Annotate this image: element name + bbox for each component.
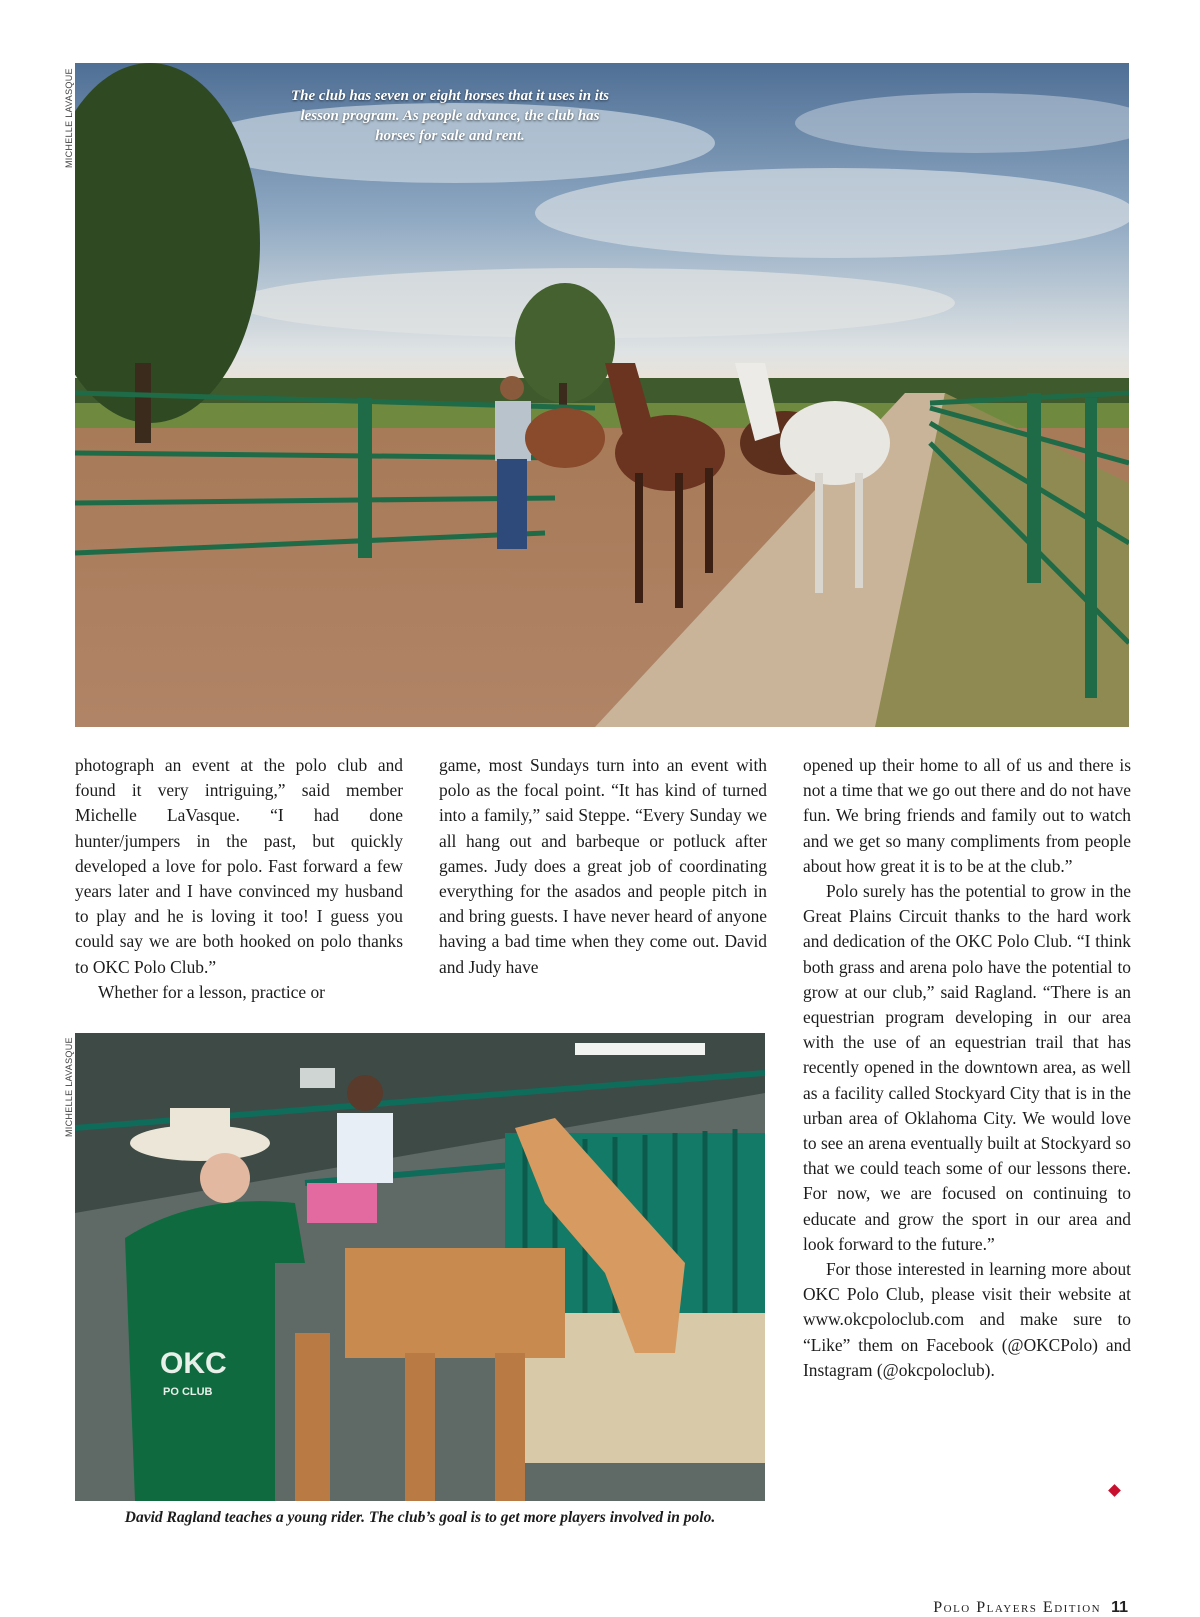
article-paragraph: game, most Sundays turn into an event with polo as the focal point. “It has kind of turned into a family,” said Steppe. “Every Sunday we all hang out and barbeque or potluck after games. Judy does a great job of coordinating everything for the asados and people pitch in and bring guests. I have never heard of anyone having a bad time when they come out. David and Judy have [439, 755, 767, 977]
top-photo-horses [75, 63, 1129, 727]
article-paragraph: Whether for a lesson, practice or [98, 981, 325, 1002]
article-column-1 [75, 753, 403, 1005]
page-footer [933, 1599, 1128, 1617]
article-paragraph: opened up their home to all of us and there is not a time that we go out there and do not have fun. We bring friends and family out to watch and we get so many compliments from people about how great it is to be at the club.” [803, 755, 1131, 876]
horses-scene-image [75, 63, 1129, 727]
photo-credit-top: MICHELLE LAVASQUE [64, 68, 74, 168]
article-paragraph: photograph an event at the polo club and found it very intriguing,” said member Michelle LaVasque. “I had done hunter/jumpers in the past, but quickly developed a love for polo. Fast forward a few years later and I have convinced my husband to play and he is loving it too! I guess you could say we are both hooked on polo thanks to OKC Polo Club.” [75, 755, 403, 977]
article-paragraph: For those interested in learning more about OKC Polo Club, please visit their website at www.okcpoloclub.com and make sure to “Like” them on Facebook (@OKCPolo) and Instagram (@okcpoloclub). [803, 1259, 1131, 1380]
page-number: 11 [1111, 1599, 1128, 1616]
photo-credit-bottom: MICHELLE LAVASQUE [64, 1037, 74, 1137]
article-column-2 [439, 753, 767, 980]
article-paragraph: Polo surely has the potential to grow in the Great Plains Circuit thanks to the hard work and dedication of the OKC Polo Club. “I think both grass and arena polo have the potential to grow at our club,” said Ragland. “There is an equestrian program developing in our area with the use of an equestrian trail that has recently opened in the downtown area, as well as a facility called Stockyard City that is in the urban area of Oklahoma City. We would love to see an arena eventually built at Stockyard so that we could teach some of our lessons there. For now, we are focused on continuing to educate and grow the sport in our area and look forward to the future.” [803, 881, 1131, 1254]
article-column-3 [803, 753, 1131, 1383]
jacket-logo-text: OKC [160, 1347, 227, 1380]
bottom-photo-caption: David Ragland teaches a young rider. The club’s goal is to get more players involved in polo. [124, 1509, 716, 1526]
story-end-mark [1108, 1484, 1121, 1497]
publication-name: Polo Players Edition [933, 1599, 1102, 1616]
bottom-photo-lesson [75, 1033, 765, 1501]
lesson-scene-image [75, 1033, 765, 1501]
top-photo-caption: The club has seven or eight horses that it uses in its lesson program. As people advance, the club has horses for sale and rent. [291, 88, 609, 144]
jacket-logo-subtext: PO CLUB [163, 1386, 213, 1398]
